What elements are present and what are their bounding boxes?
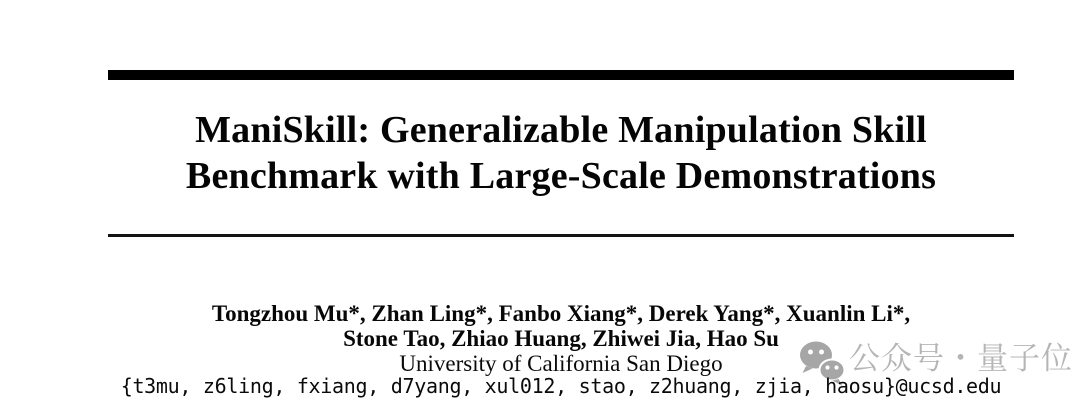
top-thick-rule (108, 70, 1014, 80)
affiliation: University of California San Diego (399, 351, 723, 376)
title-separator-rule (108, 234, 1014, 237)
author-emails: {t3mu, z6ling, fxiang, d7yang, xul012, stao, z2huang, zjia, haosu}@ucsd.edu (120, 374, 1002, 398)
author-list-line-1: Tongzhou Mu*, Zhan Ling*, Fanbo Xiang*, Derek Yang*, Xuanlin Li*, (211, 301, 911, 326)
paper-title (87, 107, 1035, 199)
paper-title-line-1: ManiSkill: Generalizable Manipulation Skill (195, 109, 927, 151)
author-list-line-2: Stone Tao, Zhiao Huang, Zhiwei Jia, Hao Su (343, 326, 779, 351)
watermark-text: 公众号・量子位 (849, 341, 1073, 376)
paper-title-line-2: Benchmark with Large-Scale Demonstrations (185, 155, 937, 197)
